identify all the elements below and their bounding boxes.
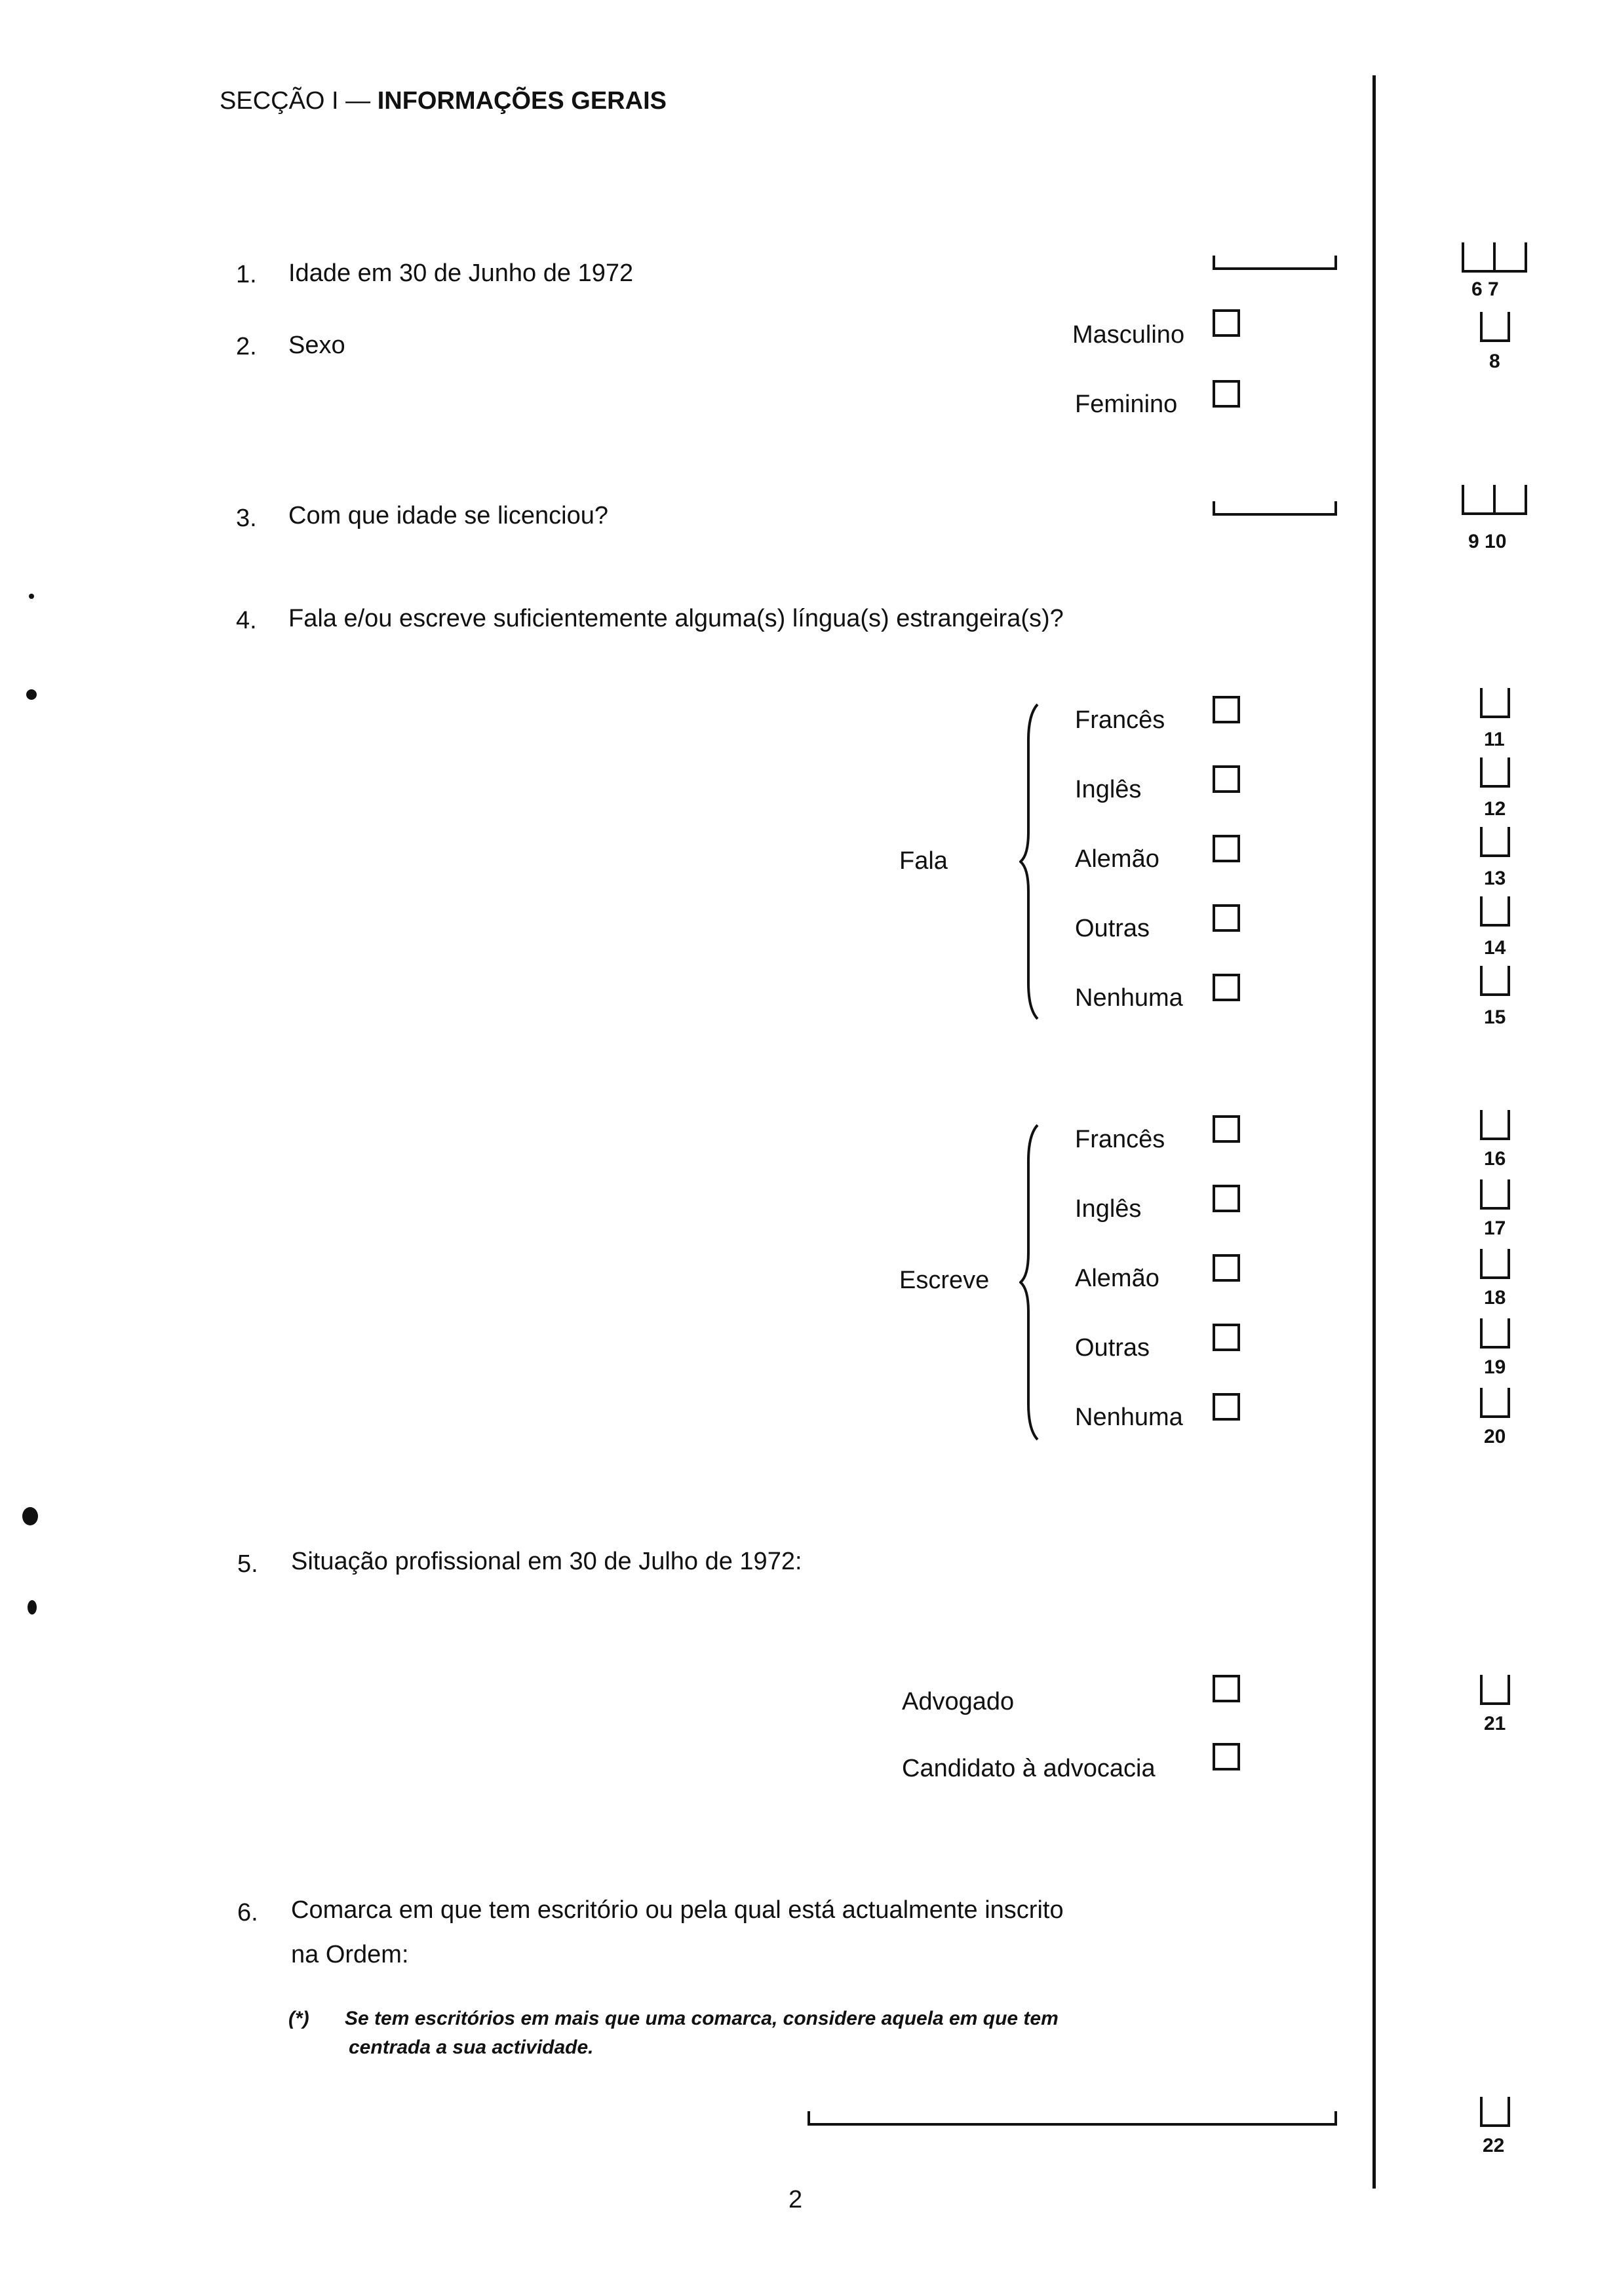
escreve-alemao-code-box xyxy=(1480,1249,1510,1279)
fala-alemao-code-box xyxy=(1480,827,1510,857)
fala-option-outras: Outras xyxy=(1075,915,1150,942)
escreve-option-ingles: Inglês xyxy=(1075,1195,1142,1223)
section-header xyxy=(220,88,667,113)
escreve-alemao-checkbox[interactable] xyxy=(1213,1254,1240,1282)
escreve-label: Escreve xyxy=(899,1267,990,1294)
q6-code-label: 22 xyxy=(1483,2135,1505,2156)
escreve-frances-code-box xyxy=(1480,1110,1510,1140)
fala-brace xyxy=(1019,701,1045,1022)
q2-code-label: 8 xyxy=(1489,351,1500,372)
escreve-ingles-code: 17 xyxy=(1484,1217,1506,1239)
q3-number: 3. xyxy=(236,505,257,532)
q2-number: 2. xyxy=(236,333,257,360)
section-title: INFORMAÇÕES GERAIS xyxy=(377,87,667,115)
q5-code-box xyxy=(1480,1675,1510,1705)
fala-outras-checkbox[interactable] xyxy=(1213,904,1240,932)
q5-number: 5. xyxy=(237,1550,258,1578)
escreve-option-outras: Outras xyxy=(1075,1334,1150,1362)
escreve-ingles-code-box xyxy=(1480,1179,1510,1210)
fala-outras-code-box xyxy=(1480,896,1510,927)
escreve-option-frances: Francês xyxy=(1075,1126,1165,1153)
fala-nenhuma-code: 15 xyxy=(1484,1006,1506,1028)
q1-number: 1. xyxy=(236,261,257,288)
q1-text: Idade em 30 de Junho de 1972 xyxy=(288,259,634,287)
q1-age-field[interactable] xyxy=(1213,256,1337,270)
fala-option-ingles: Inglês xyxy=(1075,776,1142,803)
q2-text: Sexo xyxy=(288,332,345,359)
escreve-nenhuma-checkbox[interactable] xyxy=(1213,1393,1240,1421)
escreve-ingles-checkbox[interactable] xyxy=(1213,1185,1240,1212)
q4-number: 4. xyxy=(236,607,257,634)
q3-age-field[interactable] xyxy=(1213,501,1337,516)
q1-code-box xyxy=(1462,242,1527,273)
fala-frances-code: 11 xyxy=(1484,729,1505,750)
scan-speck xyxy=(28,1600,37,1615)
q6-code-box xyxy=(1480,2097,1510,2127)
q6-note-marker: (*) xyxy=(288,2008,309,2029)
escreve-option-nenhuma: Nenhuma xyxy=(1075,1404,1183,1431)
q2-option-masculino: Masculino xyxy=(1072,321,1185,349)
q2-code-box xyxy=(1480,312,1510,342)
fala-outras-code: 14 xyxy=(1484,937,1506,959)
feminino-checkbox[interactable] xyxy=(1213,380,1240,408)
q5-option-candidato: Candidato à advocacia xyxy=(902,1755,1156,1782)
q6-note-line2: centrada a sua actividade. xyxy=(349,2037,594,2058)
q6-note-line1: Se tem escritórios em mais que uma comarca, considere aquela em que tem xyxy=(345,2008,1059,2029)
section-prefix: SECÇÃO I — xyxy=(220,87,371,115)
fala-ingles-checkbox[interactable] xyxy=(1213,765,1240,793)
q6-number: 6. xyxy=(237,1899,258,1926)
masculino-checkbox[interactable] xyxy=(1213,309,1240,337)
fala-option-frances: Francês xyxy=(1075,706,1165,734)
q5-option-advogado: Advogado xyxy=(902,1688,1015,1715)
q4-text: Fala e/ou escreve suficientemente alguma(s) língua(s) estrangeira(s)? xyxy=(288,605,1064,632)
escreve-outras-code-box xyxy=(1480,1318,1510,1349)
fala-option-nenhuma: Nenhuma xyxy=(1075,984,1183,1012)
fala-label: Fala xyxy=(899,847,948,875)
escreve-outras-checkbox[interactable] xyxy=(1213,1324,1240,1351)
escreve-alemao-code: 18 xyxy=(1484,1287,1506,1309)
page-number: 2 xyxy=(788,2186,803,2213)
escreve-frances-checkbox[interactable] xyxy=(1213,1115,1240,1143)
escreve-outras-code: 19 xyxy=(1484,1356,1506,1378)
escreve-nenhuma-code-box xyxy=(1480,1388,1510,1418)
fala-nenhuma-checkbox[interactable] xyxy=(1213,974,1240,1001)
advogado-checkbox[interactable] xyxy=(1213,1675,1240,1702)
q6-comarca-field[interactable] xyxy=(808,2111,1337,2126)
fala-frances-checkbox[interactable] xyxy=(1213,696,1240,723)
fala-ingles-code: 12 xyxy=(1484,798,1506,820)
q5-text: Situação profissional em 30 de Julho de 1972: xyxy=(291,1548,802,1575)
fala-alemao-code: 13 xyxy=(1484,868,1506,889)
escreve-option-alemao: Alemão xyxy=(1075,1265,1159,1292)
candidato-checkbox[interactable] xyxy=(1213,1743,1240,1770)
q6-text-line2: na Ordem: xyxy=(291,1941,409,1968)
q3-code-box xyxy=(1462,485,1527,515)
escreve-nenhuma-code: 20 xyxy=(1484,1426,1506,1447)
escreve-brace xyxy=(1019,1122,1045,1443)
fala-frances-code-box xyxy=(1480,688,1510,718)
fala-alemao-checkbox[interactable] xyxy=(1213,835,1240,862)
fala-option-alemao: Alemão xyxy=(1075,845,1159,873)
fala-ingles-code-box xyxy=(1480,757,1510,788)
fala-nenhuma-code-box xyxy=(1480,966,1510,996)
scan-speck xyxy=(26,689,37,700)
escreve-frances-code: 16 xyxy=(1484,1148,1506,1170)
margin-divider xyxy=(1372,75,1376,2189)
q5-code-label: 21 xyxy=(1484,1713,1506,1734)
q3-text: Com que idade se licenciou? xyxy=(288,502,608,529)
q1-code-label: 6 7 xyxy=(1471,278,1499,300)
scan-speck xyxy=(22,1507,38,1525)
scan-speck xyxy=(29,594,34,599)
q3-code-label: 9 10 xyxy=(1468,531,1507,552)
q2-option-feminino: Feminino xyxy=(1075,391,1178,418)
q6-text-line1: Comarca em que tem escritório ou pela qual está actualmente inscrito xyxy=(291,1896,1064,1924)
